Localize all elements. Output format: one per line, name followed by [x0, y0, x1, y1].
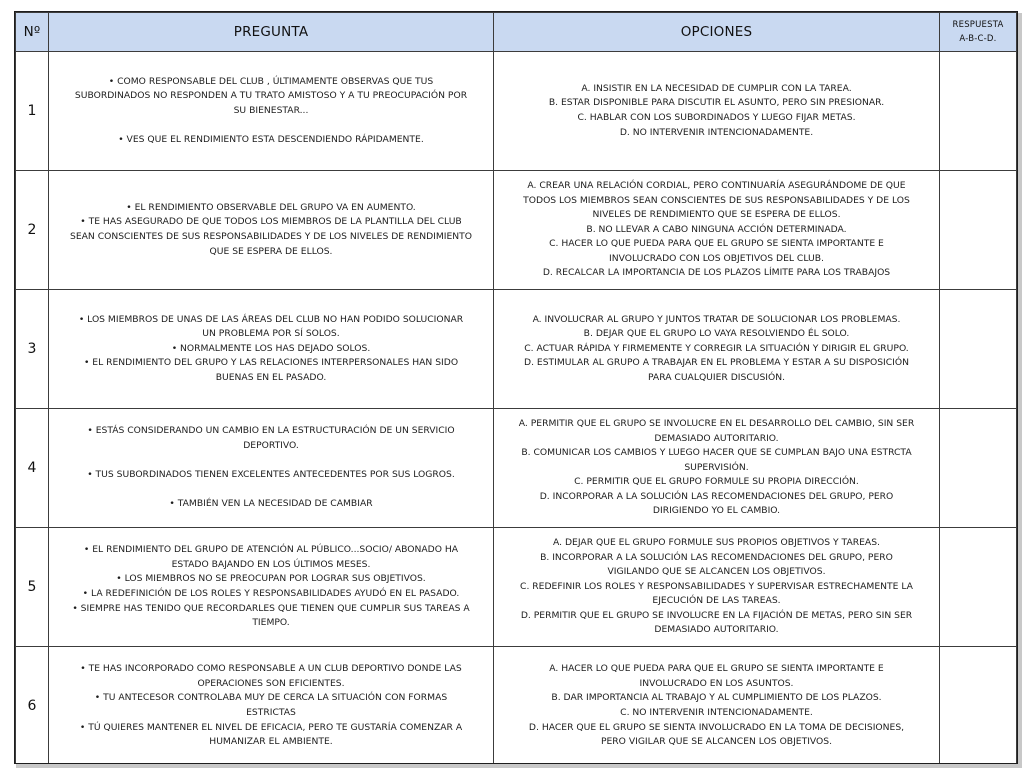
- question-line: • EL RENDIMIENTO OBSERVABLE DEL GRUPO VA EN AUMENTO.: [126, 201, 416, 213]
- options-line: A. HACER LO QUE PUEDA PARA QUE EL GRUPO SE SIENTA IMPORTANTE E: [549, 663, 884, 675]
- question-cell: [49, 647, 494, 765]
- header-number: Nº: [16, 13, 49, 52]
- options-line: NIVELES DE RENDIMIENTO QUE SE ESPERA DE ELLOS.: [592, 209, 841, 221]
- question-line: • LOS MIEMBROS DE UNAS DE LAS ÁREAS DEL CLUB NO HAN PODIDO SOLUCIONAR: [78, 313, 464, 325]
- options-line: B. NO LLEVAR A CABO NINGUNA ACCIÓN DETERMINADA.: [586, 223, 847, 235]
- options-line: DEMASIADO AUTORITARIO.: [654, 624, 779, 636]
- options-cell: [494, 171, 940, 290]
- question-line: • LOS MIEMBROS NO SE PREOCUPAN POR LOGRAR SUS OBJETIVOS.: [116, 573, 426, 585]
- answer-cell[interactable]: [940, 528, 1017, 647]
- header-answer: [940, 13, 1017, 52]
- options-cell: [494, 647, 940, 765]
- options-cell: [494, 409, 940, 528]
- blank-line: [49, 118, 493, 133]
- question-line: QUE SE ESPERA DE ELLOS.: [209, 245, 333, 257]
- question-text: [49, 424, 493, 512]
- question-line: • VES QUE EL RENDIMIENTO ESTA DESCENDIENDO RÁPIDAMENTE.: [118, 133, 424, 145]
- options-line: B. INCORPORAR A LA SOLUCIÓN LAS RECOMENDACIONES DEL GRUPO, PERO: [540, 551, 893, 563]
- sheet-shadow-bottom: [16, 764, 1022, 768]
- options-line: C. PERMITIR QUE EL GRUPO FORMULE SU PROPIA DIRECCIÓN.: [574, 476, 859, 488]
- options-text: [494, 662, 939, 750]
- answer-cell[interactable]: [940, 52, 1017, 171]
- row-number: 4: [16, 409, 49, 528]
- options-line: A. PERMITIR QUE EL GRUPO SE INVOLUCRE EN EL DESARROLLO DEL CAMBIO, SIN SER: [518, 417, 915, 429]
- question-line: • COMO RESPONSABLE DEL CLUB , ÚLTIMAMENTE OBSERVAS QUE TUS: [108, 75, 434, 87]
- table-body: [16, 52, 1017, 765]
- options-line: C. ACTUAR RÁPIDA Y FIRMEMENTE Y CORREGIR LA SITUACIÓN Y DIRIGIR EL GRUPO.: [524, 342, 909, 354]
- options-line: EJECUCIÓN DE LAS TAREAS.: [652, 595, 781, 607]
- options-text: [494, 536, 939, 638]
- question-line: • LA REDEFINICIÓN DE LOS ROLES Y RESPONSABILIDADES AYUDÓ EN EL PASADO.: [82, 588, 460, 599]
- sheet-shadow-right: [1018, 13, 1022, 766]
- question-line: SUBORDINADOS NO RESPONDEN A TU TRATO AMISTOSO Y A TU PREOCUPACIÓN POR: [74, 90, 468, 102]
- options-line: INVOLUCRADO EN LOS ASUNTOS.: [639, 677, 794, 689]
- options-line: DIRIGIENDO YO EL CAMBIO.: [652, 505, 781, 517]
- question-text: [49, 75, 493, 148]
- question-cell: [49, 171, 494, 290]
- header-options: OPCIONES: [494, 13, 940, 52]
- header-answer-line1: RESPUESTA: [952, 20, 1004, 30]
- question-line: OPERACIONES SON EFICIENTES.: [197, 677, 345, 689]
- options-line: C. REDEFINIR LOS ROLES Y RESPONSABILIDADES Y SUPERVISAR ESTRECHAMENTE LA: [520, 580, 913, 592]
- question-line: • TE HAS INCORPORADO COMO RESPONSABLE A UN CLUB DEPORTIVO DONDE LAS: [80, 663, 462, 675]
- question-text: [49, 201, 493, 259]
- questionnaire-sheet: [14, 11, 1018, 764]
- table-row: [16, 290, 1017, 409]
- question-cell: [49, 290, 494, 409]
- table-row: [16, 409, 1017, 528]
- options-line: SUPERVISIÓN.: [684, 461, 749, 473]
- table-row: [16, 647, 1017, 765]
- questionnaire-table: [15, 12, 1017, 764]
- header-answer-line2: A-B-C-D.: [959, 34, 997, 44]
- question-text: [49, 543, 493, 631]
- options-text: [494, 313, 939, 386]
- options-line: D. PERMITIR QUE EL GRUPO SE INVOLUCRE EN LA FIJACIÓN DE METAS, PERO SIN SER: [520, 609, 913, 621]
- table-row: [16, 52, 1017, 171]
- options-line: B. ESTAR DISPONIBLE PARA DISCUTIR EL ASUNTO, PERO SIN PRESIONAR.: [548, 97, 885, 109]
- answer-cell[interactable]: [940, 647, 1017, 765]
- options-text: [494, 82, 939, 140]
- question-line: UN PROBLEMA POR SÍ SOLOS.: [202, 328, 340, 340]
- options-text: [494, 417, 939, 519]
- table-row: [16, 528, 1017, 647]
- options-line: INVOLUCRADO CON LOS OBJETIVOS DEL CLUB.: [609, 252, 824, 264]
- question-line: • TUS SUBORDINADOS TIENEN EXCELENTES ANTECEDENTES POR SUS LOGROS.: [87, 469, 455, 480]
- options-text: [494, 179, 939, 281]
- question-line: SEAN CONSCIENTES DE SUS RESPONSABILIDADES Y DE LOS NIVELES DE RENDIMIENTO: [69, 231, 473, 242]
- question-line: ESTRICTAS: [246, 707, 296, 718]
- options-cell: [494, 528, 940, 647]
- question-line: • EL RENDIMIENTO DEL GRUPO Y LAS RELACIONES INTERPERSONALES HAN SIDO: [83, 357, 459, 369]
- blank-line: [49, 483, 493, 498]
- header-question: PREGUNTA: [49, 13, 494, 52]
- row-number: 3: [16, 290, 49, 409]
- question-text: [49, 662, 493, 750]
- question-line: ESTADO BAJANDO EN LOS ÚLTIMOS MESES.: [171, 558, 371, 570]
- answer-cell[interactable]: [940, 171, 1017, 290]
- options-line: B. DEJAR QUE EL GRUPO LO VAYA RESOLVIENDO ÉL SOLO.: [583, 328, 850, 340]
- question-line: TIEMPO.: [252, 617, 290, 629]
- question-cell: [49, 52, 494, 171]
- question-line: • SIEMPRE HAS TENIDO QUE RECORDARLES QUE TIENEN QUE CUMPLIR SUS TAREAS A: [72, 602, 470, 614]
- question-text: [49, 313, 493, 386]
- question-cell: [49, 528, 494, 647]
- options-line: DEMASIADO AUTORITARIO.: [654, 432, 779, 444]
- question-line: • TU ANTECESOR CONTROLABA MUY DE CERCA LA SITUACIÓN CON FORMAS: [94, 692, 448, 704]
- options-cell: [494, 52, 940, 171]
- options-line: C. NO INTERVENIR INTENCIONADAMENTE.: [620, 707, 813, 718]
- options-line: VIGILANDO QUE SE ALCANCEN LOS OBJETIVOS.: [607, 566, 826, 578]
- question-line: • TE HAS ASEGURADO DE QUE TODOS LOS MIEMBROS DE LA PLANTILLA DEL CLUB: [80, 216, 462, 228]
- table-row: [16, 171, 1017, 290]
- options-line: D. INCORPORAR A LA SOLUCIÓN LAS RECOMENDACIONES DEL GRUPO, PERO: [539, 490, 894, 502]
- options-line: D. RECALCAR LA IMPORTANCIA DE LOS PLAZOS LÍMITE PARA LOS TRABAJOS: [542, 267, 891, 279]
- options-line: D. ESTIMULAR AL GRUPO A TRABAJAR EN EL PROBLEMA Y ESTAR A SU DISPOSICIÓN: [524, 357, 909, 369]
- options-line: B. COMUNICAR LOS CAMBIOS Y LUEGO HACER QUE SE CUMPLAN BAJO UNA ESTRCTA: [521, 447, 912, 459]
- options-line: A. INSISTIR EN LA NECESIDAD DE CUMPLIR CON LA TAREA.: [581, 82, 852, 94]
- options-line: TODOS LOS MIEMBROS SEAN CONSCIENTES DE SUS RESPONSABILIDADES Y DE LOS: [523, 194, 910, 206]
- options-line: A. CREAR UNA RELACIÓN CORDIAL, PERO CONTINUARÍA ASEGURÁNDOME DE QUE: [527, 179, 906, 191]
- question-line: BUENAS EN EL PASADO.: [215, 371, 327, 383]
- question-line: HUMANIZAR EL AMBIENTE.: [209, 736, 333, 748]
- answer-cell[interactable]: [940, 290, 1017, 409]
- options-line: D. HACER QUE EL GRUPO SE SIENTA INVOLUCRADO EN LA TOMA DE DECISIONES,: [528, 721, 905, 733]
- options-line: A. INVOLUCRAR AL GRUPO Y JUNTOS TRATAR DE SOLUCIONAR LOS PROBLEMAS.: [532, 313, 901, 325]
- row-number: 1: [16, 52, 49, 171]
- row-number: 2: [16, 171, 49, 290]
- header-row: [16, 13, 1017, 52]
- blank-line: [49, 453, 493, 468]
- question-line: • TAMBIÉN VEN LA NECESIDAD DE CAMBIAR: [169, 498, 373, 510]
- options-line: PARA CUALQUIER DISCUSIÓN.: [647, 371, 786, 383]
- question-cell: [49, 409, 494, 528]
- options-line: B. DAR IMPORTANCIA AL TRABAJO Y AL CUMPLIMIENTO DE LOS PLAZOS.: [551, 692, 882, 704]
- question-line: • TÚ QUIERES MANTENER EL NIVEL DE EFICACIA, PERO TE GUSTARÍA COMENZAR A: [79, 721, 463, 733]
- options-line: C. HACER LO QUE PUEDA PARA QUE EL GRUPO SE SIENTA IMPORTANTE E: [549, 238, 884, 250]
- options-line: PERO VIGILAR QUE SE ALCANCEN LOS OBJETIVOS.: [600, 736, 833, 748]
- question-line: • ESTÁS CONSIDERANDO UN CAMBIO EN LA ESTRUCTURACIÓN DE UN SERVICIO: [87, 425, 455, 437]
- row-number: 5: [16, 528, 49, 647]
- options-cell: [494, 290, 940, 409]
- question-line: • EL RENDIMIENTO DEL GRUPO DE ATENCIÓN AL PÚBLICO...SOCIO/ ABONADO HA: [83, 544, 459, 556]
- question-line: • NORMALMENTE LOS HAS DEJADO SOLOS.: [171, 342, 371, 354]
- question-line: DEPORTIVO.: [243, 439, 299, 451]
- answer-cell[interactable]: [940, 409, 1017, 528]
- row-number: 6: [16, 647, 49, 765]
- options-line: C. HABLAR CON LOS SUBORDINADOS Y LUEGO FIJAR METAS.: [577, 112, 856, 123]
- options-line: D. NO INTERVENIR INTENCIONADAMENTE.: [619, 126, 814, 138]
- question-line: SU BIENESTAR...: [233, 104, 309, 116]
- options-line: A. DEJAR QUE EL GRUPO FORMULE SUS PROPIOS OBJETIVOS Y TAREAS.: [553, 536, 880, 548]
